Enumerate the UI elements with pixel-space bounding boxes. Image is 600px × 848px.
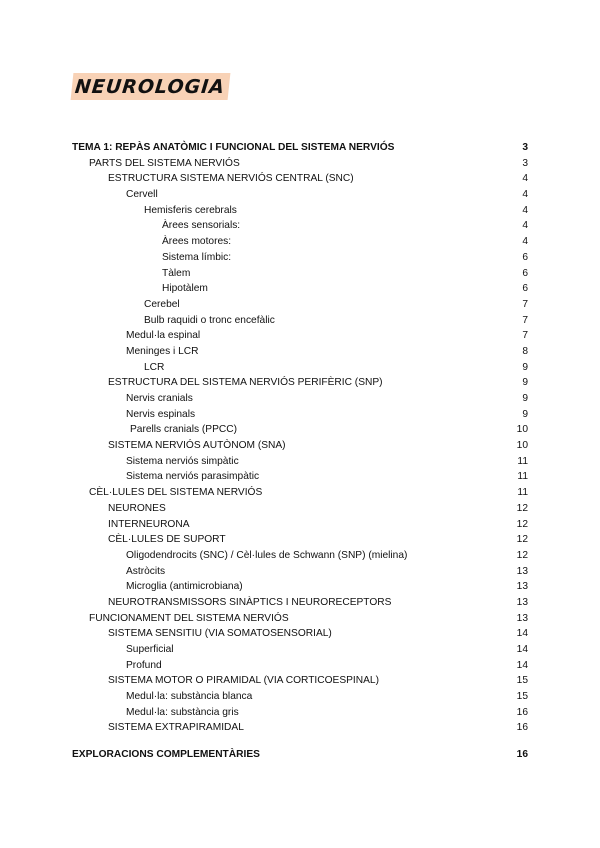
toc-entry-label: ESTRUCTURA SISTEMA NERVIÓS CENTRAL (SNC) [108,173,354,185]
toc-entry-page-number: 4 [522,220,528,232]
toc-entry[interactable] [72,673,528,689]
toc-entry-label: Nervis cranials [126,393,193,404]
toc-entry-label: Bulb raquidi o tronc encefàlic [144,314,275,326]
toc-entry[interactable] [72,485,528,501]
toc-entry-page-number: 12 [516,549,528,561]
toc-entry-page-number: 13 [516,612,528,624]
toc-entry-label: Superficial [126,644,174,655]
toc-entry-label: SISTEMA EXTRAPIRAMIDAL [108,722,244,734]
toc-entry-label: SISTEMA MOTOR O PIRAMIDAL (VIA CORTICOESPINAL) [108,675,379,687]
toc-entry-page-number: 3 [522,142,528,153]
toc-entry[interactable] [72,658,528,674]
toc-entry-label: Sistema límbic: [162,251,232,263]
toc-entry[interactable] [72,360,528,376]
toc-entry-label: CÈL·LULES DEL SISTEMA NERVIÓS [89,487,263,499]
toc-entry[interactable] [72,422,528,438]
toc-entry[interactable] [72,438,528,454]
toc-entry[interactable] [72,156,528,172]
toc-entry-page-number: 10 [516,424,528,436]
toc-entry-page-number: 11 [517,471,528,483]
toc-entry[interactable] [72,501,528,517]
toc-entry-label: Oligodendrocits (SNC) / Cèl·lules de Schwann (SNP) (mielina) [126,549,408,561]
toc-entry-page-number: 13 [516,565,528,577]
toc-entry-page-number: 12 [516,518,528,530]
toc-entry[interactable] [72,611,528,627]
toc-entry-label: Hemisferis cerebrals [144,204,237,216]
toc-entry-label: Medul·la: substància gris [126,706,239,718]
toc-entry-label: Cerebel [144,298,180,310]
table-of-contents [72,140,528,763]
toc-entry-page-number: 16 [516,722,528,734]
toc-entry[interactable] [72,454,528,470]
toc-entry-page-number: 9 [522,377,528,389]
toc-entry[interactable] [72,720,528,736]
toc-entry[interactable] [72,407,528,423]
toc-entry-page-number: 7 [522,298,528,310]
toc-entry-label: INTERNEURONA [108,518,190,530]
toc-entry-page-number: 9 [522,361,528,373]
toc-entry-label: EXPLORACIONS COMPLEMENTÀRIES [72,749,260,761]
toc-entry-label: Tàlem [162,267,191,279]
toc-entry[interactable] [72,689,528,705]
toc-entry-label: Hipotàlem [162,283,208,295]
title-highlight [72,73,229,100]
toc-entry-label: Microglia (antimicrobiana) [126,581,243,593]
toc-entry[interactable] [72,469,528,485]
toc-entry-page-number: 14 [516,628,528,640]
toc-entry[interactable] [72,171,528,187]
toc-entry[interactable] [72,391,528,407]
toc-entry-label: Medul·la: substància blanca [126,691,253,703]
toc-entry-label: Astròcits [126,565,166,577]
toc-entry-page-number: 16 [516,749,528,761]
toc-entry[interactable] [72,250,528,266]
toc-entry[interactable] [72,297,528,313]
toc-entry-page-number: 4 [522,204,528,216]
toc-entry-page-number: 3 [522,157,528,169]
toc-entry[interactable] [72,595,528,611]
toc-entry-page-number: 6 [522,267,528,279]
toc-entry-label: SISTEMA NERVIÓS AUTÒNOM (SNA) [108,440,286,452]
toc-entry-label: ESTRUCTURA DEL SISTEMA NERVIÓS PERIFÈRIC (SNP) [108,377,383,389]
toc-entry-page-number: 9 [522,408,528,420]
toc-entry-label: Sistema nerviós parasimpàtic [126,471,260,483]
toc-entry[interactable] [72,548,528,564]
toc-entry-label: Àrees sensorials: [162,220,241,232]
toc-entry[interactable] [72,187,528,203]
toc-entry[interactable] [72,218,528,234]
toc-entry-label: TEMA 1: REPÀS ANATÒMIC I FUNCIONAL DEL SISTEMA NERVIÓS [72,142,395,153]
toc-entry[interactable] [72,642,528,658]
toc-entry-page-number: 9 [522,393,528,404]
toc-entry-label: NEUROTRANSMISSORS SINÀPTICS I NEURORECEPTORS [108,596,392,608]
toc-entry[interactable] [72,705,528,721]
toc-entry-page-number: 12 [516,502,528,514]
toc-entry[interactable] [72,313,528,329]
toc-entry-label: LCR [144,361,165,373]
toc-entry-label: Sistema nerviós simpàtic [126,455,239,467]
toc-entry-page-number: 14 [516,644,528,655]
page-title: NEUROLOGIA [71,73,231,100]
toc-entry-page-number: 11 [517,487,528,499]
toc-entry-page-number: 12 [516,534,528,546]
toc-entry-page-number: 7 [522,314,528,326]
toc-entry-page-number: 11 [517,455,528,467]
toc-entry-label: Àrees motores: [162,236,232,248]
toc-entry-page-number: 4 [522,173,528,185]
toc-entry-label: Meninges i LCR [126,345,199,357]
toc-entry[interactable] [72,564,528,580]
toc-entry-page-number: 13 [516,581,528,593]
toc-entry-label: FUNCIONAMENT DEL SISTEMA NERVIÓS [89,612,289,624]
toc-entry-page-number: 4 [522,189,528,201]
toc-entry[interactable] [72,344,528,360]
toc-entry-page-number: 15 [516,691,528,703]
toc-entry-page-number: 16 [516,706,528,718]
toc-entry-label: SISTEMA SENSITIU (VIA SOMATOSENSORIAL) [108,628,332,640]
toc-entry[interactable] [72,532,528,548]
toc-entry[interactable] [72,234,528,250]
toc-entry[interactable] [72,328,528,344]
toc-entry-label: Nervis espinals [126,408,196,420]
toc-entry-page-number: 14 [516,659,528,671]
toc-entry-label: Medul·la espinal [126,330,201,342]
toc-entry[interactable] [72,517,528,533]
toc-entry-label: Profund [126,659,162,671]
toc-entry-label: Parells cranials (PPCC) [130,424,237,436]
toc-entry-page-number: 6 [522,283,528,295]
toc-entry[interactable] [72,579,528,595]
toc-entry-page-number: 4 [522,236,528,248]
toc-entry[interactable] [72,626,528,642]
toc-entry-page-number: 7 [522,330,528,342]
toc-entry[interactable] [72,140,528,156]
toc-entry-page-number: 10 [516,440,528,452]
toc-entry[interactable] [72,281,528,297]
toc-entry-page-number: 15 [516,675,528,687]
toc-entry-page-number: 6 [522,251,528,263]
toc-entry[interactable] [72,266,528,282]
toc-entry-label: NEURONES [108,502,166,514]
toc-entry-page-number: 8 [522,345,528,357]
toc-entry[interactable] [72,747,528,763]
toc-entry-page-number: 13 [516,596,528,608]
toc-entry-label: CÈL·LULES DE SUPORT [108,534,226,546]
toc-entry[interactable] [72,203,528,219]
toc-entry-label: PARTS DEL SISTEMA NERVIÓS [89,157,240,169]
toc-entry-label: Cervell [126,189,158,201]
toc-entry[interactable] [72,375,528,391]
